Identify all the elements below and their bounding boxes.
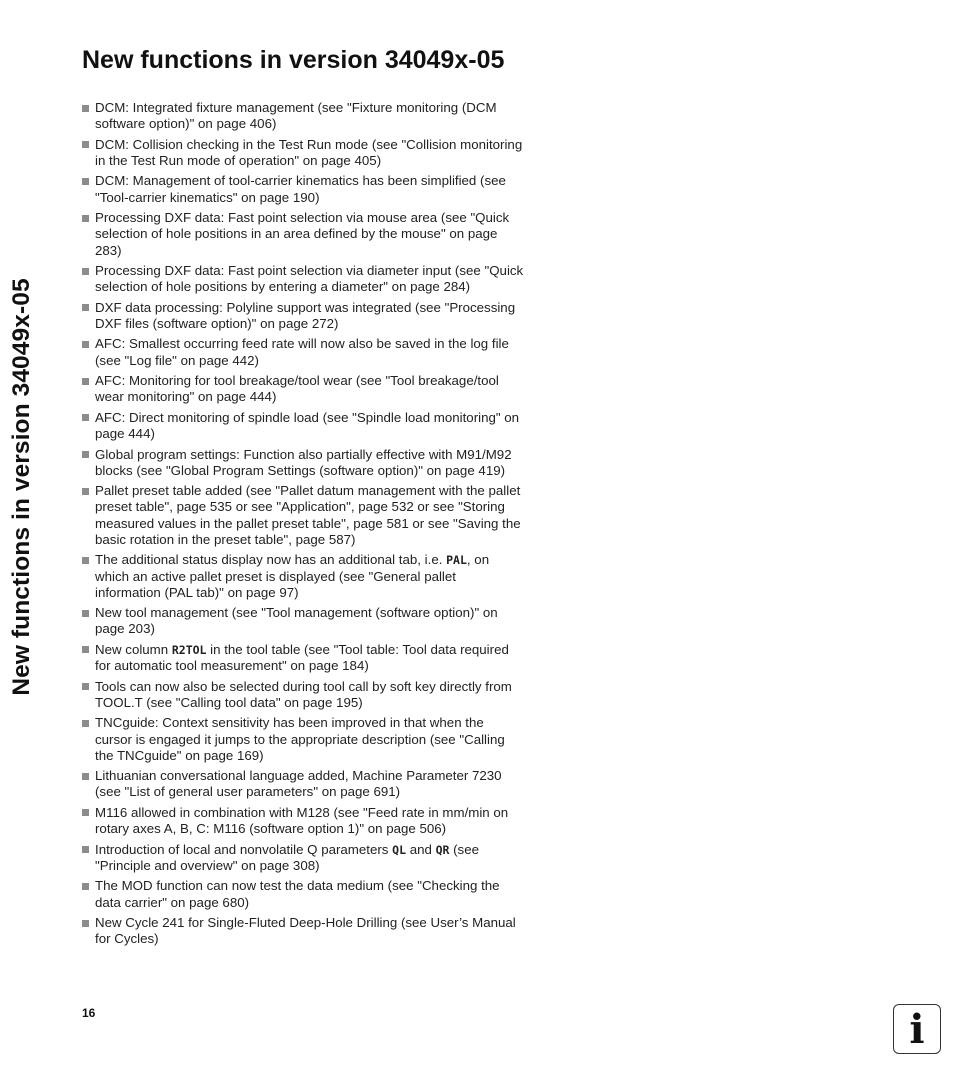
list-item — [82, 263, 524, 295]
list-item — [82, 137, 524, 169]
list-item — [82, 100, 524, 132]
page-title: New functions in version 34049x-05 — [82, 46, 505, 74]
info-icon — [893, 1004, 941, 1054]
list-item-text: Introduction of local and nonvolatile Q parameters — [95, 841, 393, 857]
list-item — [82, 642, 524, 674]
list-item-text: Lithuanian conversational language added, Machine Parameter 7230 (see "List of general user parameters" on page 691) — [95, 768, 502, 800]
list-item — [82, 447, 524, 479]
list-item-text: Processing DXF data: Fast point selection via diameter input (see "Quick selection of hole positions by entering a diameter" on page 284) — [95, 263, 524, 295]
list-item-text: The MOD function can now test the data medium (see "Checking the data carrier" on page 680) — [95, 878, 500, 910]
feature-list — [82, 100, 524, 952]
code-term: QR — [435, 842, 450, 857]
info-icon-glyph: i — [909, 1005, 925, 1053]
list-item — [82, 210, 524, 259]
list-item-text: AFC: Direct monitoring of spindle load (see "Spindle load monitoring" on page 444) — [95, 409, 520, 442]
list-item-text: Processing DXF data: Fast point selection via mouse area (see "Quick selection of hole positions in an area defined by the mouse" on page 283) — [95, 210, 510, 258]
list-item-text: New Cycle 241 for Single-Fluted Deep-Hole Drilling (see User’s Manual for Cycles) — [95, 915, 516, 947]
list-item-text: M116 allowed in combination with M128 (see "Feed rate in mm/min on rotary axes A, B, C: M116 (software option 1)" on page 506) — [95, 804, 509, 837]
list-item — [82, 768, 524, 800]
list-item — [82, 300, 524, 332]
list-item — [82, 552, 524, 601]
list-item — [82, 842, 524, 874]
list-item — [82, 805, 524, 837]
code-term: PAL — [446, 553, 467, 568]
list-item — [82, 336, 524, 368]
list-item-text: , on which an active pallet preset is displayed (see "General pallet information (PAL tab)" on page 97) — [95, 552, 490, 600]
list-item-text: DCM: Collision checking in the Test Run mode (see "Collision monitoring in the Test Run mode of operation" on page 405) — [95, 136, 523, 168]
list-item-text: AFC: Smallest occurring feed rate will now also be saved in the log file (see "Log file" on page 442) — [95, 336, 509, 368]
list-item-text: DCM: Integrated fixture management (see "Fixture monitoring (DCM software option)" on page 406) — [95, 100, 497, 132]
list-item — [82, 715, 524, 764]
list-item-text: (see "Principle and overview" on page 308) — [95, 841, 479, 873]
list-item — [82, 410, 524, 442]
list-item-text: New column — [95, 641, 172, 657]
list-item — [82, 373, 524, 405]
vertical-section-title-text: New functions in version 34049x-05 — [8, 278, 35, 696]
list-item-text: Pallet preset table added (see "Pallet datum management with the pallet preset table", page 535 or see "Application", page 532 or see "Storing measured values in the pallet preset table", page 581 or see "Saving the basic rotation in the preset table", page 587) — [95, 483, 521, 547]
list-item-text: Tools can now also be selected during tool call by soft key directly from TOOL.T (see "Calling tool data" on page 195) — [95, 678, 512, 710]
list-item — [82, 878, 524, 910]
code-term: R2TOL — [171, 642, 207, 657]
list-item-text: DCM: Management of tool-carrier kinematics has been simplified (see "Tool-carrier kinematics" on page 190) — [95, 173, 506, 205]
list-item — [82, 605, 524, 637]
list-item-text: in the tool table (see "Tool table: Tool data required for automatic tool measurement" on page 184) — [95, 641, 509, 674]
list-item-text: DXF data processing: Polyline support was integrated (see "Processing DXF files (software option)" on page 272) — [95, 299, 516, 331]
list-item-text: The additional status display now has an additional tab, i.e. — [95, 552, 447, 568]
code-term: QL — [392, 842, 406, 857]
list-item-text: New tool management (see "Tool management (software option)" on page 203) — [95, 605, 498, 637]
page-number: 16 — [82, 1006, 96, 1020]
list-item-text: Global program settings: Function also partially effective with M91/M92 blocks (see "Global Program Settings (software option)" on page 419) — [95, 446, 512, 478]
list-item — [82, 915, 524, 947]
list-item — [82, 679, 524, 711]
list-item-text: and — [406, 841, 436, 857]
list-item-text: AFC: Monitoring for tool breakage/tool wear (see "Tool breakage/tool wear monitoring" on page 444) — [95, 373, 499, 405]
list-item — [82, 483, 524, 548]
list-item — [82, 173, 524, 205]
list-item-text: TNCguide: Context sensitivity has been improved in that when the cursor is engaged it jumps to the appropriate description (see "Calling the TNCguide" on page 169) — [95, 715, 505, 763]
